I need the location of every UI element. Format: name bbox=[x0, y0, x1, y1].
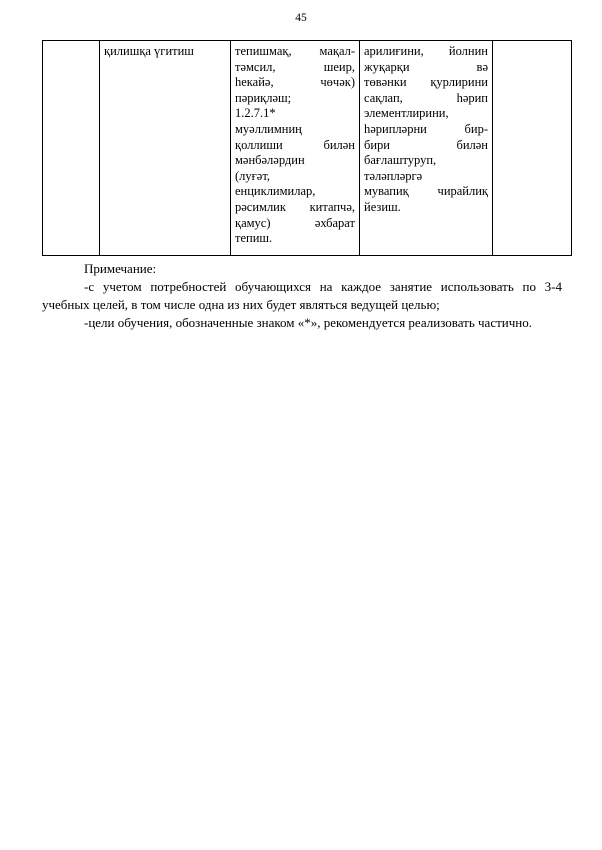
cell-line: тепишмақ, мақал- bbox=[235, 44, 355, 58]
cell-line: бағлаштуруп, bbox=[364, 153, 437, 168]
cell-line: һекайә, чөчәк) bbox=[235, 75, 355, 90]
cell-line: пәриқләш; bbox=[235, 90, 292, 105]
note-item-2: -цели обучения, обозначенные знаком «*», рекомендуется реализовать частично. bbox=[84, 315, 532, 330]
table-cell-col1 bbox=[43, 41, 100, 256]
curriculum-table bbox=[42, 40, 572, 256]
cell-line: мувапиқ чирайлиқ bbox=[364, 184, 488, 199]
page-number: 45 bbox=[295, 12, 307, 24]
cell-line: 1.2.7.1* bbox=[235, 106, 276, 121]
cell-line: йезиш. bbox=[364, 199, 401, 214]
cell-line: сақлап, һәрип bbox=[364, 90, 488, 105]
cell-line: тәләпләргә bbox=[364, 168, 423, 183]
cell-lines-col3 bbox=[235, 44, 355, 247]
cell-line: жуқарқи вә bbox=[364, 59, 488, 74]
note-item-1: -с учетом потребностей обучающихся на каждое занятие использовать по 3-4 учебных целей, в том числе одна из них будет являться ведущей целью; bbox=[42, 279, 562, 312]
notes-section bbox=[42, 260, 562, 332]
table-cell-col2: қилишқа үгитиш bbox=[100, 41, 231, 256]
cell-line: тепиш. bbox=[235, 231, 273, 246]
cell-line: (луғәт, bbox=[235, 168, 270, 183]
table-cell-col3 bbox=[231, 41, 360, 256]
table-cell-col5 bbox=[493, 41, 572, 256]
cell-line: тәмсил, шеир, bbox=[235, 59, 355, 74]
table-row bbox=[43, 41, 572, 256]
cell-line: енциклимилар, bbox=[235, 184, 316, 199]
cell-line: арилиғини, йолнин bbox=[364, 44, 488, 58]
cell-line: һәрипләрни бир- bbox=[364, 121, 488, 136]
table-cell-col4 bbox=[360, 41, 493, 256]
cell-line: рәсимлик китапчә, bbox=[235, 199, 355, 214]
cell-lines-col4 bbox=[364, 44, 488, 216]
cell-line: мәнбәләрдин bbox=[235, 153, 305, 168]
cell-line: элементлирини, bbox=[364, 106, 449, 121]
cell-line: қамус) әхбарат bbox=[235, 215, 355, 230]
cell-line: төвәнки қурлирини bbox=[364, 75, 488, 90]
notes-heading: Примечание: bbox=[84, 261, 157, 276]
cell-line: бири билән bbox=[364, 137, 488, 152]
cell-line: қоллиши билән bbox=[235, 137, 355, 152]
cell-line: муәллимниң bbox=[235, 121, 302, 136]
